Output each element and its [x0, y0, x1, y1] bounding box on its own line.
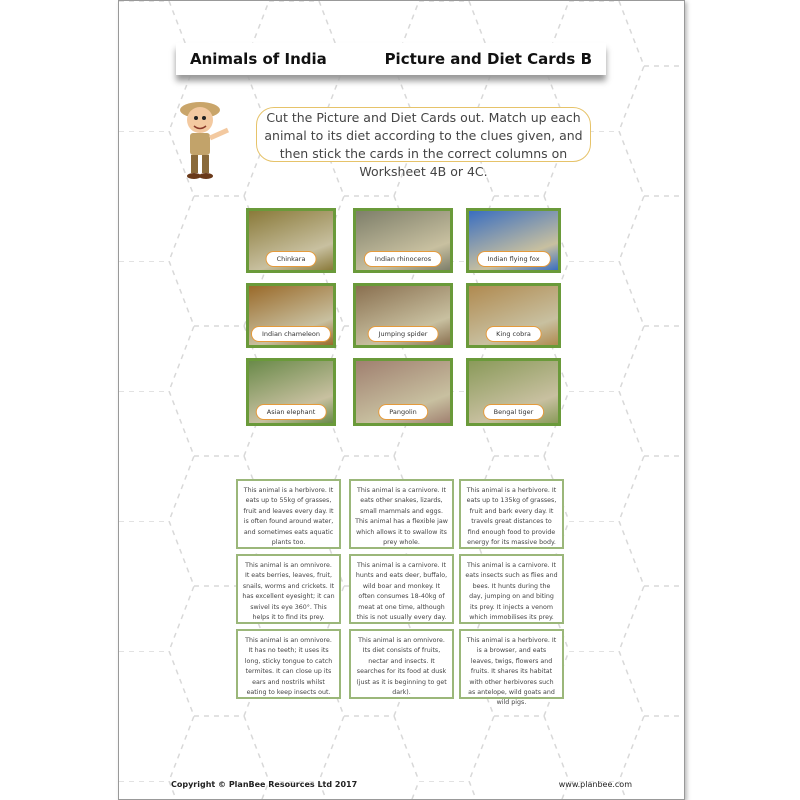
diet-card: This animal is an omnivore. Its diet consists of fruits, nectar and insects. It searches for its food at dusk (just as it is beginning to get dark). [349, 629, 454, 699]
diet-card: This animal is a herbivore. It eats up to 135kg of grasses, fruit and bark every day. It travels great distances to find enough food to provide energy for its massive body. [459, 479, 564, 549]
diet-card: This animal is a carnivore. It eats other snakes, lizards, small mammals and eggs. This animal has a flexible jaw which allows it to swallow its prey whole. [349, 479, 454, 549]
diet-card: This animal is an omnivore. It has no teeth; it uses its long, sticky tongue to catch termites. It can close up its ears and nostrils whilst eating to keep insects out. [236, 629, 341, 699]
diet-card: This animal is an omnivore. It eats berries, leaves, fruit, snails, worms and crickets. It has excellent eyesight; it can swivel its eye 360°. This helps it to find its prey. [236, 554, 341, 624]
picture-card-label: Bengal tiger [483, 404, 545, 420]
picture-card-label: King cobra [485, 326, 542, 342]
picture-card-label: Pangolin [378, 404, 428, 420]
picture-card [353, 208, 453, 273]
worksheet-title: Animals of India [190, 50, 327, 68]
picture-card [246, 283, 336, 348]
explorer-boy-mascot [176, 96, 236, 181]
instructions-speech-bubble: Cut the Picture and Diet Cards out. Match up each animal to its diet according to the clues given, and then stick the cards in the correct columns on Worksheet 4B or 4C. [256, 107, 591, 162]
website-link: www.planbee.com [558, 780, 632, 789]
copyright: Copyright © PlanBee Resources Ltd 2017 [171, 780, 358, 789]
diet-card: This animal is a herbivore. It is a browser, and eats leaves, twigs, flowers and fruits. It shares its habitat with other herbivores such as antelope, wild goats and wild pigs. [459, 629, 564, 699]
picture-card [246, 358, 336, 426]
picture-card-label: Indian chameleon [251, 326, 331, 342]
picture-card-label: Indian rhinoceros [364, 251, 442, 267]
diet-card: This animal is a herbivore. It eats up to 55kg of grasses, fruit and leaves every day. It is often found around water, and sometimes eats aquatic plants too. [236, 479, 341, 549]
diet-card: This animal is a carnivore. It hunts and eats deer, buffalo, wild boar and monkey. It often consumes 18-40kg of meat at one time, although this is not usually every day. [349, 554, 454, 624]
picture-card-label: Chinkara [266, 251, 317, 267]
picture-card [353, 358, 453, 426]
picture-card [466, 358, 561, 426]
picture-card-label: Indian flying fox [476, 251, 550, 267]
worksheet-subtitle: Picture and Diet Cards B [384, 50, 592, 68]
picture-card [353, 283, 453, 348]
picture-card [466, 283, 561, 348]
picture-card [246, 208, 336, 273]
picture-card-label: Asian elephant [256, 404, 327, 420]
picture-card-label: Jumping spider [368, 326, 439, 342]
picture-card [466, 208, 561, 273]
header-banner [176, 43, 606, 75]
diet-card: This animal is a carnivore. It eats insects such as flies and bees. It hunts during the day, jumping on and biting its prey. It injects a venom which immobilises its prey. [459, 554, 564, 624]
worksheet-page [118, 0, 685, 800]
